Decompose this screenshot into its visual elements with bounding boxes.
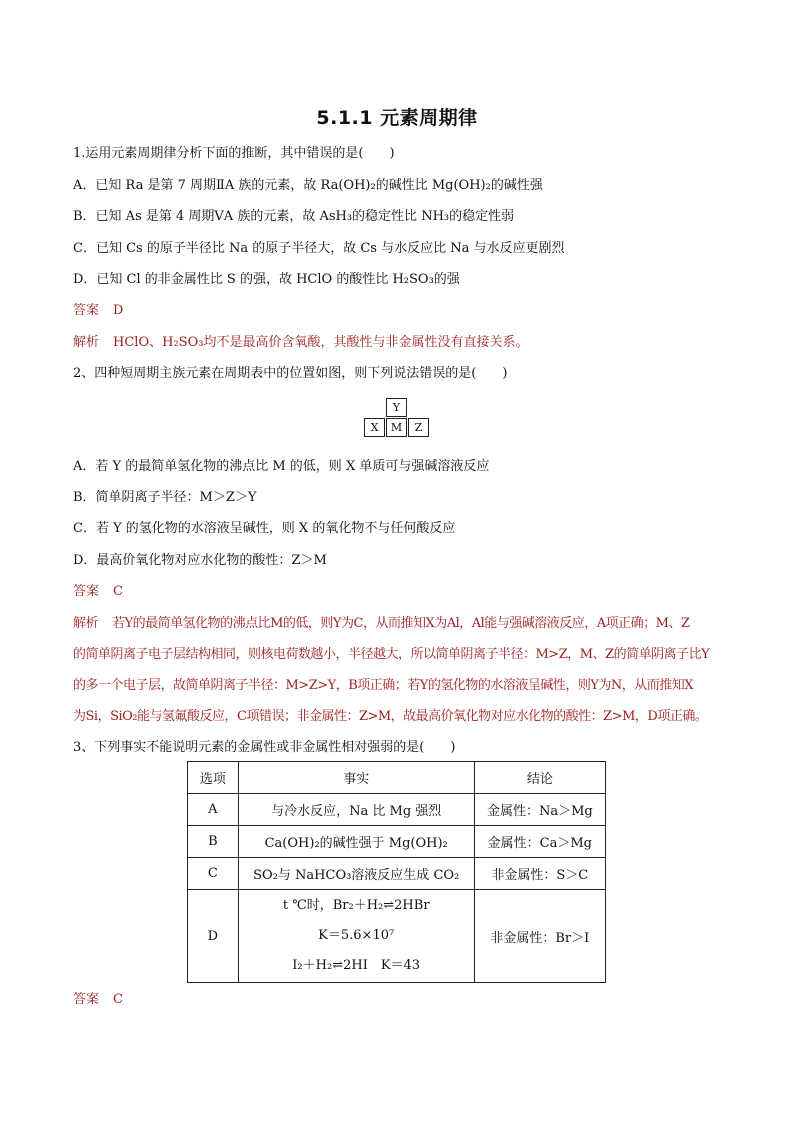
- q2-stem: 2、四种短周期主族元素在周期表中的位置如图，则下列说法错误的是( ): [73, 366, 508, 381]
- q2-answer-value: C: [113, 584, 123, 599]
- q3-answer-label: 答案: [73, 992, 100, 1007]
- row-d-fact-line-3: I₂＋H₂⇌2HI K＝43: [292, 958, 421, 973]
- q1-answer: [73, 302, 123, 320]
- q2-analysis-text-1: 若Y的最简单氢化物的沸点比M的低，则Y为C，从而推知X为Al，Al能与强碱溶液反应，A项正确；M、Z: [112, 616, 690, 631]
- q1-option-c: C．已知 Cs 的原子半径比 Na 的原子半径大，故 Cs 与水反应比 Na 与水反应更剧烈: [73, 241, 565, 256]
- row-c-option: C: [188, 858, 239, 890]
- row-d-fact-line-2: K＝5.6×10⁷: [318, 928, 395, 943]
- header-fact: 事实: [238, 762, 474, 794]
- table-row: [188, 858, 606, 890]
- row-d-conclusion: 非金属性：Br＞I: [474, 890, 605, 983]
- row-d-option: D: [188, 890, 239, 983]
- header-option: 选项: [188, 762, 239, 794]
- q2-analysis-line-4: 为Si，SiO₂能与氢氟酸反应，C项错误；非金属性：Z>M，故最高价氧化物对应水化物的酸性：Z>M，D项正确。: [73, 709, 708, 724]
- q3-answer: [73, 991, 123, 1009]
- grid-cell-x: X: [364, 418, 385, 437]
- q1-option-d: D．已知 Cl 的非金属性比 S 的强，故 HClO 的酸性比 H₂SO₃的强: [73, 272, 460, 287]
- q1-analysis-text: HClO、H₂SO₃均不是最高价含氧酸，其酸性与非金属性没有直接关系。: [113, 335, 529, 350]
- row-d-fact: [238, 890, 474, 983]
- q3-answer-value: C: [113, 992, 123, 1007]
- q1-analysis: [73, 334, 528, 352]
- row-b-fact: Ca(OH)₂的碱性强于 Mg(OH)₂: [238, 826, 474, 858]
- q2-analysis-line-1: [73, 615, 690, 633]
- periodic-position-grid: [364, 398, 430, 439]
- q3-stem: 3、下列事实不能说明元素的金属性或非金属性相对强弱的是( ): [73, 740, 456, 755]
- q1-option-a: A．已知 Ra 是第 7 周期ⅡA 族的元素，故 Ra(OH)₂的碱性比 Mg(OH)₂的碱性强: [73, 178, 543, 193]
- header-conclusion: 结论: [474, 762, 605, 794]
- q2-answer-label: 答案: [73, 584, 100, 599]
- grid-cell-m: M: [386, 418, 407, 437]
- row-b-option: B: [188, 826, 239, 858]
- q2-option-c: C．若 Y 的氢化物的水溶液呈碱性，则 X 的氧化物不与任何酸反应: [73, 521, 456, 536]
- row-a-conclusion: 金属性：Na＞Mg: [474, 794, 605, 826]
- q1-option-b: B．已知 As 是第 4 周期ⅤA 族的元素，故 AsH₃的稳定性比 NH₃的稳定性弱: [73, 209, 515, 224]
- q1-analysis-label: 解析: [73, 335, 100, 350]
- q1-answer-value: D: [113, 303, 124, 318]
- q2-analysis-line-3: 的多一个电子层，故简单阴离子半径：M>Z>Y，B项正确；若Y的氢化物的水溶液呈碱性，则Y为N，从而推知X: [73, 678, 694, 693]
- q2-analysis-label: 解析: [73, 616, 99, 631]
- row-c-fact: SO₂与 NaHCO₃溶液反应生成 CO₂: [238, 858, 474, 890]
- q2-answer: [73, 583, 123, 601]
- row-a-option: A: [188, 794, 239, 826]
- q3-facts-table: [187, 761, 606, 983]
- q2-option-a: A．若 Y 的最简单氢化物的沸点比 M 的低，则 X 单质可与强碱溶液反应: [73, 459, 490, 474]
- grid-cell-z: Z: [408, 418, 429, 437]
- grid-cell-y: Y: [386, 398, 407, 417]
- table-row: [188, 794, 606, 826]
- page-title: 5.1.1 元素周期律: [316, 107, 478, 129]
- table-row: [188, 826, 606, 858]
- row-b-conclusion: 金属性：Ca＞Mg: [474, 826, 605, 858]
- q2-option-b: B．简单阴离子半径：M＞Z＞Y: [73, 490, 257, 505]
- q2-analysis-line-2: 的简单阴离子电子层结构相同，则核电荷数越小，半径越大，所以简单阴离子半径：M>Z，M、Z的简单阴离子比Y: [73, 647, 710, 662]
- row-c-conclusion: 非金属性：S＞C: [474, 858, 605, 890]
- row-a-fact: 与冷水反应，Na 比 Mg 强烈: [238, 794, 474, 826]
- q1-stem: 1.运用元素周期律分析下面的推断，其中错误的是( ): [73, 146, 395, 161]
- table-row: [188, 890, 606, 983]
- q1-answer-label: 答案: [73, 303, 100, 318]
- row-d-fact-line-1: t ℃时，Br₂＋H₂⇌2HBr: [282, 898, 430, 913]
- q2-option-d: D．最高价氧化物对应水化物的酸性：Z＞M: [73, 553, 327, 568]
- table-header-row: [188, 762, 606, 794]
